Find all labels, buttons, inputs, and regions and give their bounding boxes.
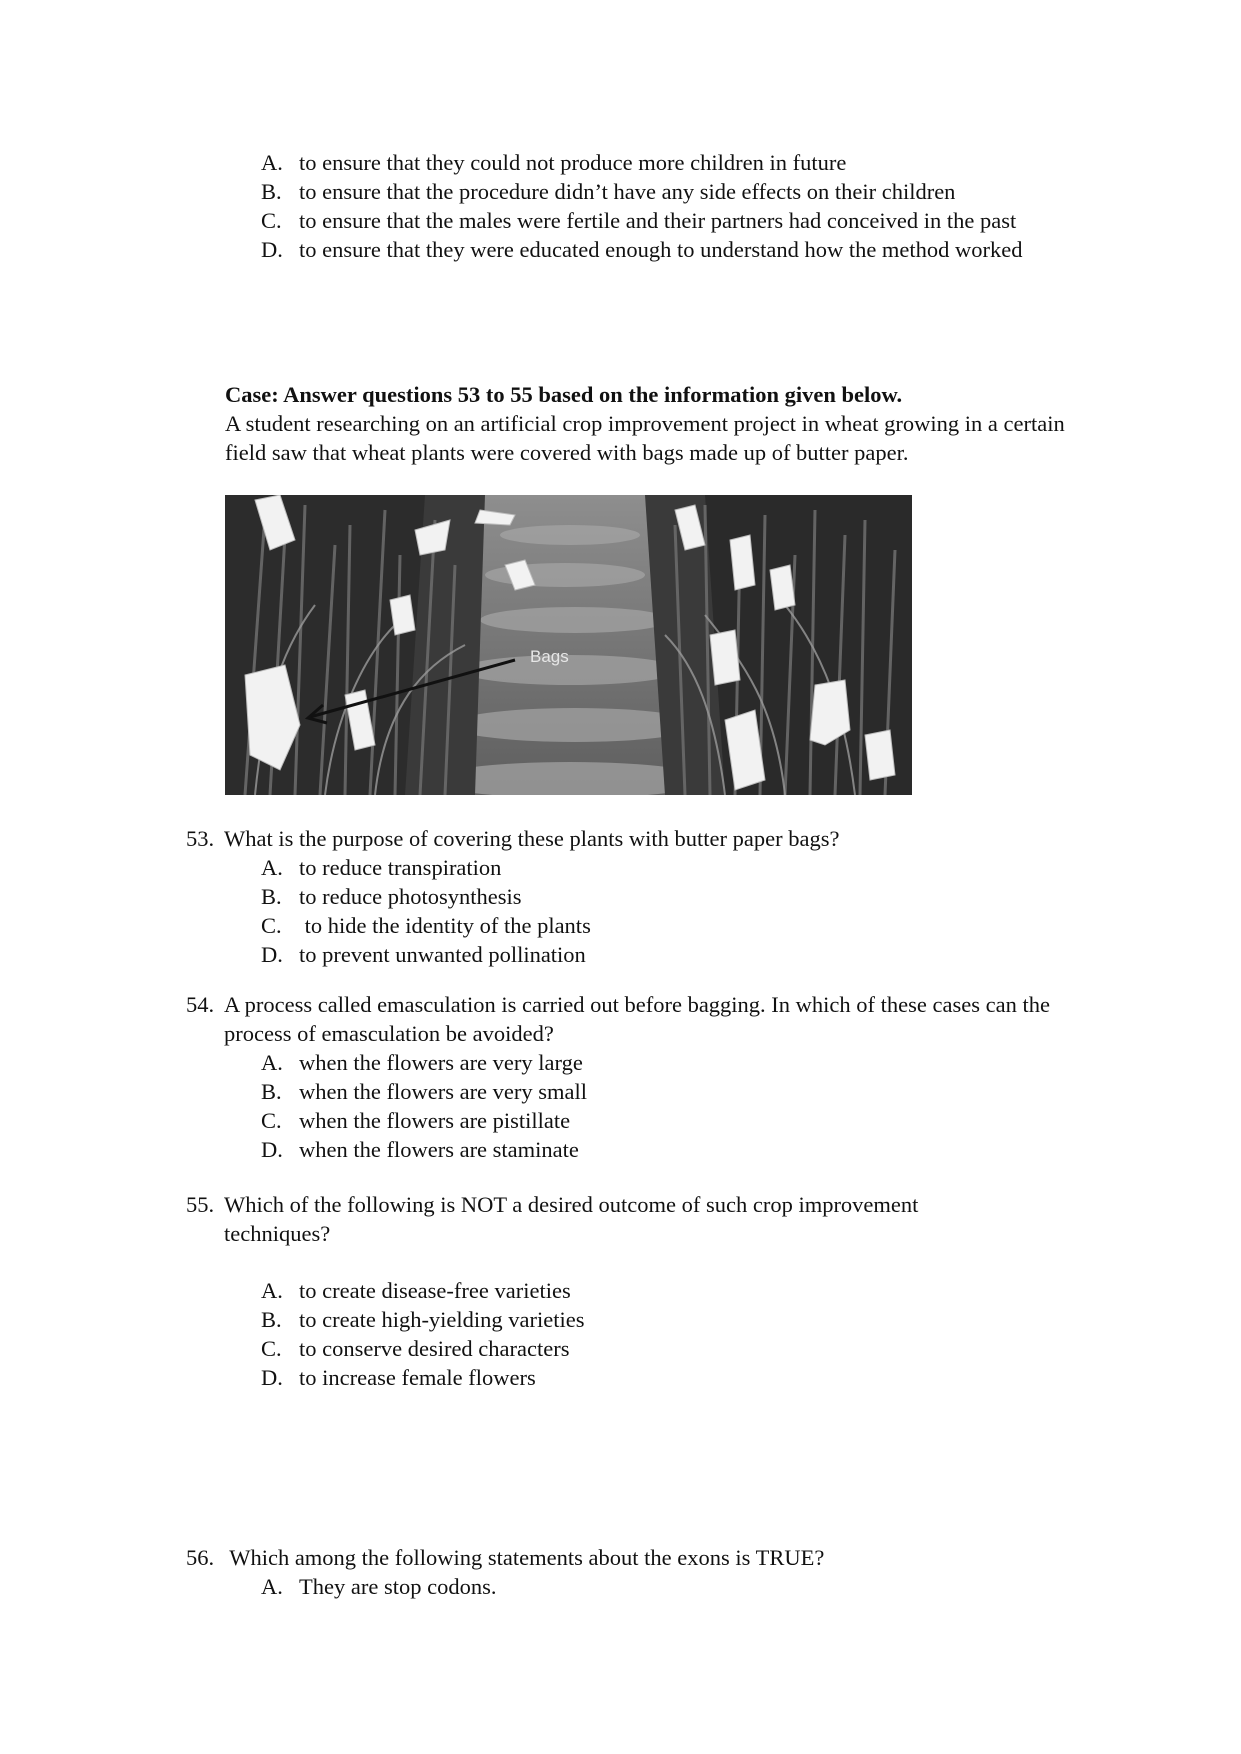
option-text: to increase female flowers: [299, 1365, 536, 1390]
option-letter: A.: [261, 1050, 283, 1075]
question-stem: A process called emasculation is carried out before bagging. In which of these cases can the process of emasculation be avoided?: [224, 992, 1050, 1046]
option-letter: B.: [261, 884, 282, 909]
option-letter: D.: [261, 942, 283, 967]
option-c: [225, 1334, 1016, 1363]
option-b: [225, 882, 1086, 911]
option-text: to ensure that they could not produce more children in future: [299, 150, 847, 175]
option-d: [225, 940, 1086, 969]
question-number: 53.: [186, 826, 215, 851]
option-letter: B.: [261, 1079, 282, 1104]
option-letter: C.: [261, 208, 282, 233]
option-c: [225, 911, 1086, 940]
option-text: when the flowers are pistillate: [299, 1108, 571, 1133]
option-letter: C.: [261, 913, 282, 938]
q52-option-d: [225, 235, 1059, 264]
question-53: [186, 824, 1086, 969]
question-stem: Which of the following is NOT a desired outcome of such crop improvement techniques?: [224, 1192, 919, 1246]
question-54: [186, 990, 1086, 1164]
option-a: [225, 853, 1086, 882]
q52-option-a: [225, 148, 1075, 177]
option-text: when the flowers are very small: [299, 1079, 588, 1104]
option-b: [225, 1305, 1016, 1334]
option-letter: A.: [261, 1278, 283, 1303]
option-a: [225, 1048, 1086, 1077]
question-number: 54.: [186, 992, 215, 1017]
option-letter: A.: [261, 1574, 283, 1599]
option-b: [225, 1077, 1086, 1106]
option-letter: A.: [261, 150, 283, 175]
question-stem: What is the purpose of covering these plants with butter paper bags?: [224, 826, 840, 851]
question-56: [186, 1543, 1086, 1601]
question-text: [186, 1190, 1016, 1248]
option-letter: C.: [261, 1336, 282, 1361]
option-d: [225, 1135, 1086, 1164]
q52-option-b: [225, 177, 1075, 206]
question-text: [186, 1543, 1086, 1572]
option-text: to prevent unwanted pollination: [299, 942, 586, 967]
option-text: when the flowers are staminate: [299, 1137, 579, 1162]
option-text: to ensure that the males were fertile and their partners had conceived in the past: [299, 208, 1017, 233]
option-letter: B.: [261, 179, 282, 204]
option-text: to hide the identity of the plants: [299, 913, 591, 938]
wheat-field-photo: [225, 495, 912, 795]
option-text: to create high-yielding varieties: [299, 1307, 585, 1332]
option-letter: D.: [261, 237, 283, 262]
option-text: to reduce transpiration: [299, 855, 502, 880]
question-number: 56.: [186, 1545, 215, 1570]
q52-option-c: [225, 206, 1059, 235]
question-options: [225, 1048, 1086, 1164]
case-text: A student researching on an artificial crop improvement project in wheat growing in a certain field saw that wheat plants were covered with bags made up of butter paper.: [225, 411, 1065, 465]
option-letter: D.: [261, 1137, 283, 1162]
question-stem: Which among the following statements about the exons is TRUE?: [224, 1545, 825, 1570]
question-number: 55.: [186, 1192, 215, 1217]
question-options: [225, 853, 1086, 969]
photo-label: Bags: [530, 647, 569, 666]
option-letter: B.: [261, 1307, 282, 1332]
option-d: [225, 1363, 1016, 1392]
option-text: when the flowers are very large: [299, 1050, 583, 1075]
question-text: [186, 990, 1086, 1048]
case-section: [225, 380, 1105, 467]
option-text: They are stop codons.: [299, 1574, 497, 1599]
question-text: [186, 824, 1086, 853]
option-text: to reduce photosynthesis: [299, 884, 522, 909]
case-title: Case: Answer questions 53 to 55 based on the information given below.: [225, 382, 903, 407]
question-55: [186, 1190, 1016, 1392]
option-letter: D.: [261, 1365, 283, 1390]
q52-options: [225, 148, 1075, 264]
question-options: [225, 1572, 1086, 1601]
option-letter: C.: [261, 1108, 282, 1133]
question-options: [225, 1276, 1016, 1392]
option-text: to conserve desired characters: [299, 1336, 570, 1361]
option-text: to ensure that the procedure didn’t have any side effects on their children: [299, 179, 956, 204]
option-a: [225, 1276, 1016, 1305]
option-letter: A.: [261, 855, 283, 880]
option-text: to ensure that they were educated enough to understand how the method worked: [299, 237, 1023, 262]
option-a: [225, 1572, 1086, 1601]
option-c: [225, 1106, 1086, 1135]
option-text: to create disease-free varieties: [299, 1278, 571, 1303]
